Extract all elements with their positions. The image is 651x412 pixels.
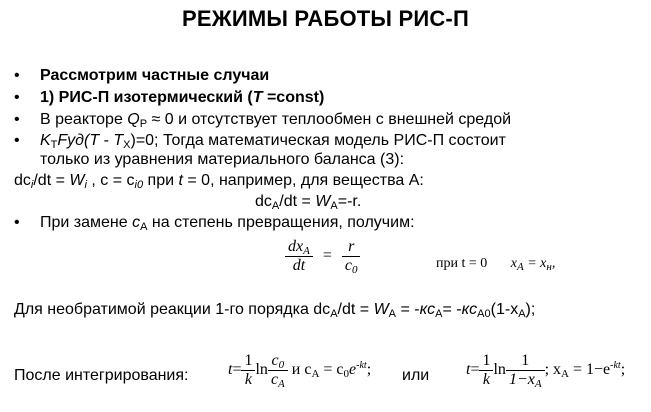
bullet-1-text: Рассмотрим частные случаи <box>40 67 270 84</box>
bullet-4-marker: • <box>14 132 20 149</box>
bullet-2-text: 1) РИС-П изотермический (T =const) <box>40 89 325 106</box>
or-label: или <box>402 367 430 384</box>
bullet-4-text-line2: только из уравнения материального баланса (3): <box>40 151 405 168</box>
bullet-5-marker: • <box>14 214 20 231</box>
bullet-3-text: В реакторе $Q_P \approx 0$ и отсутствует теплообмен с внешней средой <box>40 111 512 130</box>
formula-conversion-rate: $\frac{dx_A}{dt}$ = $\frac{r}{c_0}$ <box>285 238 360 275</box>
equation-balance-general: $dc_i/dt = W_i$ , $c = c_{i0}$ при t = 0, например, для вещества A: <box>14 172 424 191</box>
bullet-4-text: $K_TFуд(T - T_X)=0$; Тогда математическая модель РИС-П состоит <box>40 132 506 151</box>
page-title: РЕЖИМЫ РАБОТЫ РИС-П <box>182 6 469 31</box>
bullet-5-text: При замене $c_A$ на степень превращения, получим: <box>40 214 415 233</box>
bullet-1-marker: • <box>14 67 20 84</box>
bullet-3-marker: • <box>14 111 20 128</box>
equation-first-order: Для необратимой реакции 1-го порядка $dc_A/dt = W_A = -кc_A= -кc_{A0}(1-x_A)$; <box>14 301 536 320</box>
formula-initial-condition: при t = 0 $x_A = x_н$, <box>436 256 556 273</box>
formula-integrated-2: t= $\frac{1}{k}$ ln $\frac{1}{1-x_A}$ ; $x_A = 1-e^{-kt}$; <box>466 352 626 390</box>
equation-balance-a: $dc_A/dt = W_A=-r$. <box>255 193 362 212</box>
bullet-2-marker: • <box>14 89 20 106</box>
formula-integrated-1: t= $\frac{1}{k}$ ln $\frac{c_0}{c_A}$ и $c_A = c_0e^{-kt}$; <box>228 352 372 390</box>
integration-label: После интегрирования: <box>14 367 189 384</box>
